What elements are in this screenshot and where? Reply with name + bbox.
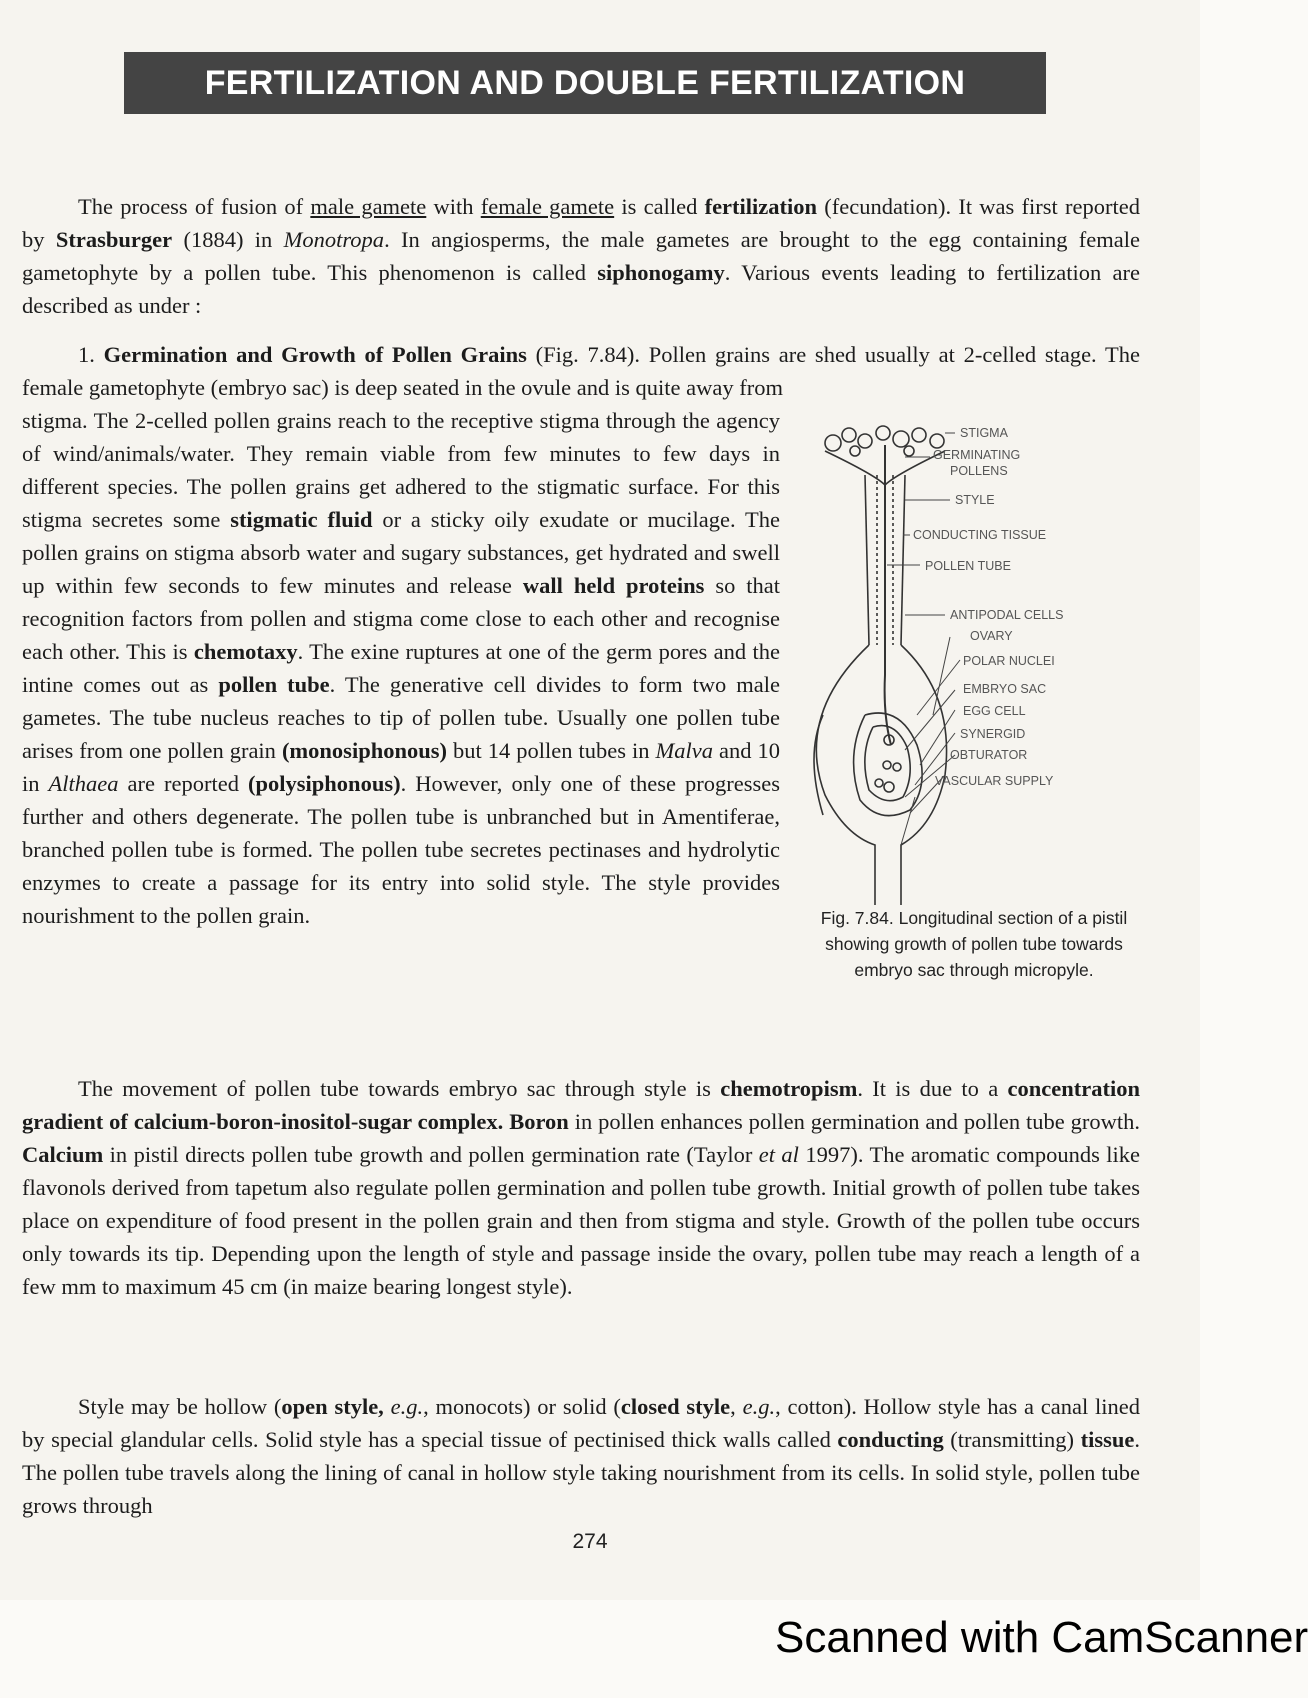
label-pollens: POLLENS: [950, 464, 1008, 478]
label-style: STYLE: [955, 493, 995, 507]
pistil-figure: [805, 415, 1155, 905]
label-egg-cell: EGG CELL: [963, 704, 1026, 718]
label-ovary: OVARY: [970, 629, 1013, 643]
label-germinating: GERMINATING: [933, 448, 1021, 462]
label-conducting-tissue: CONDUCTING TISSUE: [913, 528, 1047, 542]
label-obturator: OBTURATOR: [950, 748, 1028, 762]
label-pollen-tube: POLLEN TUBE: [925, 559, 1011, 573]
page-number: 274: [572, 1530, 608, 1553]
point-1-heading: Germination and Growth of Pollen Grains: [103, 342, 527, 367]
scanner-watermark: Scanned with CamScanner: [775, 1613, 1308, 1662]
label-antipodal-cells: ANTIPODAL CELLS: [950, 608, 1064, 622]
label-vascular-supply: VASCULAR SUPPLY: [935, 774, 1054, 788]
pistil-diagram: [805, 415, 1155, 905]
chemotropism-paragraph: The movement of pollen tube towards embryo sac through style is chemotropism. It is due to a concentration gradient of calcium-boron-inositol-sugar complex. Boron in pollen enhances pollen germination and pollen tube growth. Calcium in pistil directs pollen tube growth and pollen germination rate (Taylor et al 1997). The aromatic compounds like flavonols derived from tapetum also regulate pollen germination and pollen tube growth. Initial growth of pollen tube takes place on expenditure of food present in the pollen grain and then from stigma and style. Growth of the pollen tube occurs only towards its tip. Depending upon the length of style and passage inside the ovary, pollen tube may reach a length of a few mm to maximum 45 cm (in maize bearing longest style).: [22, 1076, 1141, 1299]
title-banner: [124, 52, 1046, 114]
page-title: FERTILIZATION AND DOUBLE FERTILIZATION: [204, 63, 966, 102]
style-paragraph: Style may be hollow (open style, e.g., monocots) or solid (closed style, e.g., cotton). Hollow style has a canal lined by special glandular cells. Solid style has a special tissue of pectinised thick walls called conducting (transmitting) tissue. The pollen tube travels along the lining of canal in hollow style taking nourishment from its cells. In solid style, pollen tube grows through: [22, 1394, 1141, 1518]
label-polar-nuclei: POLAR NUCLEI: [963, 654, 1055, 668]
intro-paragraph: The process of fusion of male gamete with female gamete is called fertilization (fecundation). It was first reported by Strasburger (1884) in Monotropa. In angiosperms, the male gametes are brought to the egg containing female gametophyte by a pollen tube. This phenomenon is called siphonogamy. Various events leading to fertilization are described as under :: [22, 194, 1140, 318]
point-1-intro: 1. Germination and Growth of Pollen Grains (Fig. 7.84). Pollen grains are shed usually at 2-celled stage. The female gametophyte (embryo sac) is deep seated in the ovule and is quite away from: [22, 342, 1140, 400]
label-synergid: SYNERGID: [960, 727, 1026, 741]
point-1-column-text: stigma. The 2-celled pollen grains reach to the receptive stigma through the agency of wind/animals/water. They remain viable from few minutes to few days in different species. The pollen grains get adhered to the stigmatic surface. For this stigma secretes some stigmatic fluid or a sticky oily exudate or mucilage. The pollen grains on stigma absorb water and sugary substances, get hydrated and swell up within few seconds to few minutes and release wall held proteins so that recognition factors from pollen and stigma come close to each other and recognise each other. This is chemotaxy. The exine ruptures at one of the germ pores and the intine comes out as pollen tube. The generative cell divides to form two male gametes. The tube nucleus reaches to tip of pollen tube. Usually one pollen tube arises from one pollen grain (monosiphonous) but 14 pollen tubes in Malva and 10 in Althaea are reported (polysiphonous). However, only one of these progresses further and others degenerate. The pollen tube is unbranched but in Amentiferae, branched pollen tube is formed. The pollen tube secretes pectinases and hydrolytic enzymes to create a passage for its entry into solid style. The style provides nourishment to the pollen grain.: [22, 408, 781, 928]
label-stigma: STIGMA: [960, 426, 1008, 440]
label-embryo-sac: EMBRYO SAC: [963, 682, 1047, 696]
figure-caption: Fig. 7.84. Longitudinal section of a pistil showing growth of pollen tube towards embryo sac through micropyle.: [820, 908, 1128, 980]
